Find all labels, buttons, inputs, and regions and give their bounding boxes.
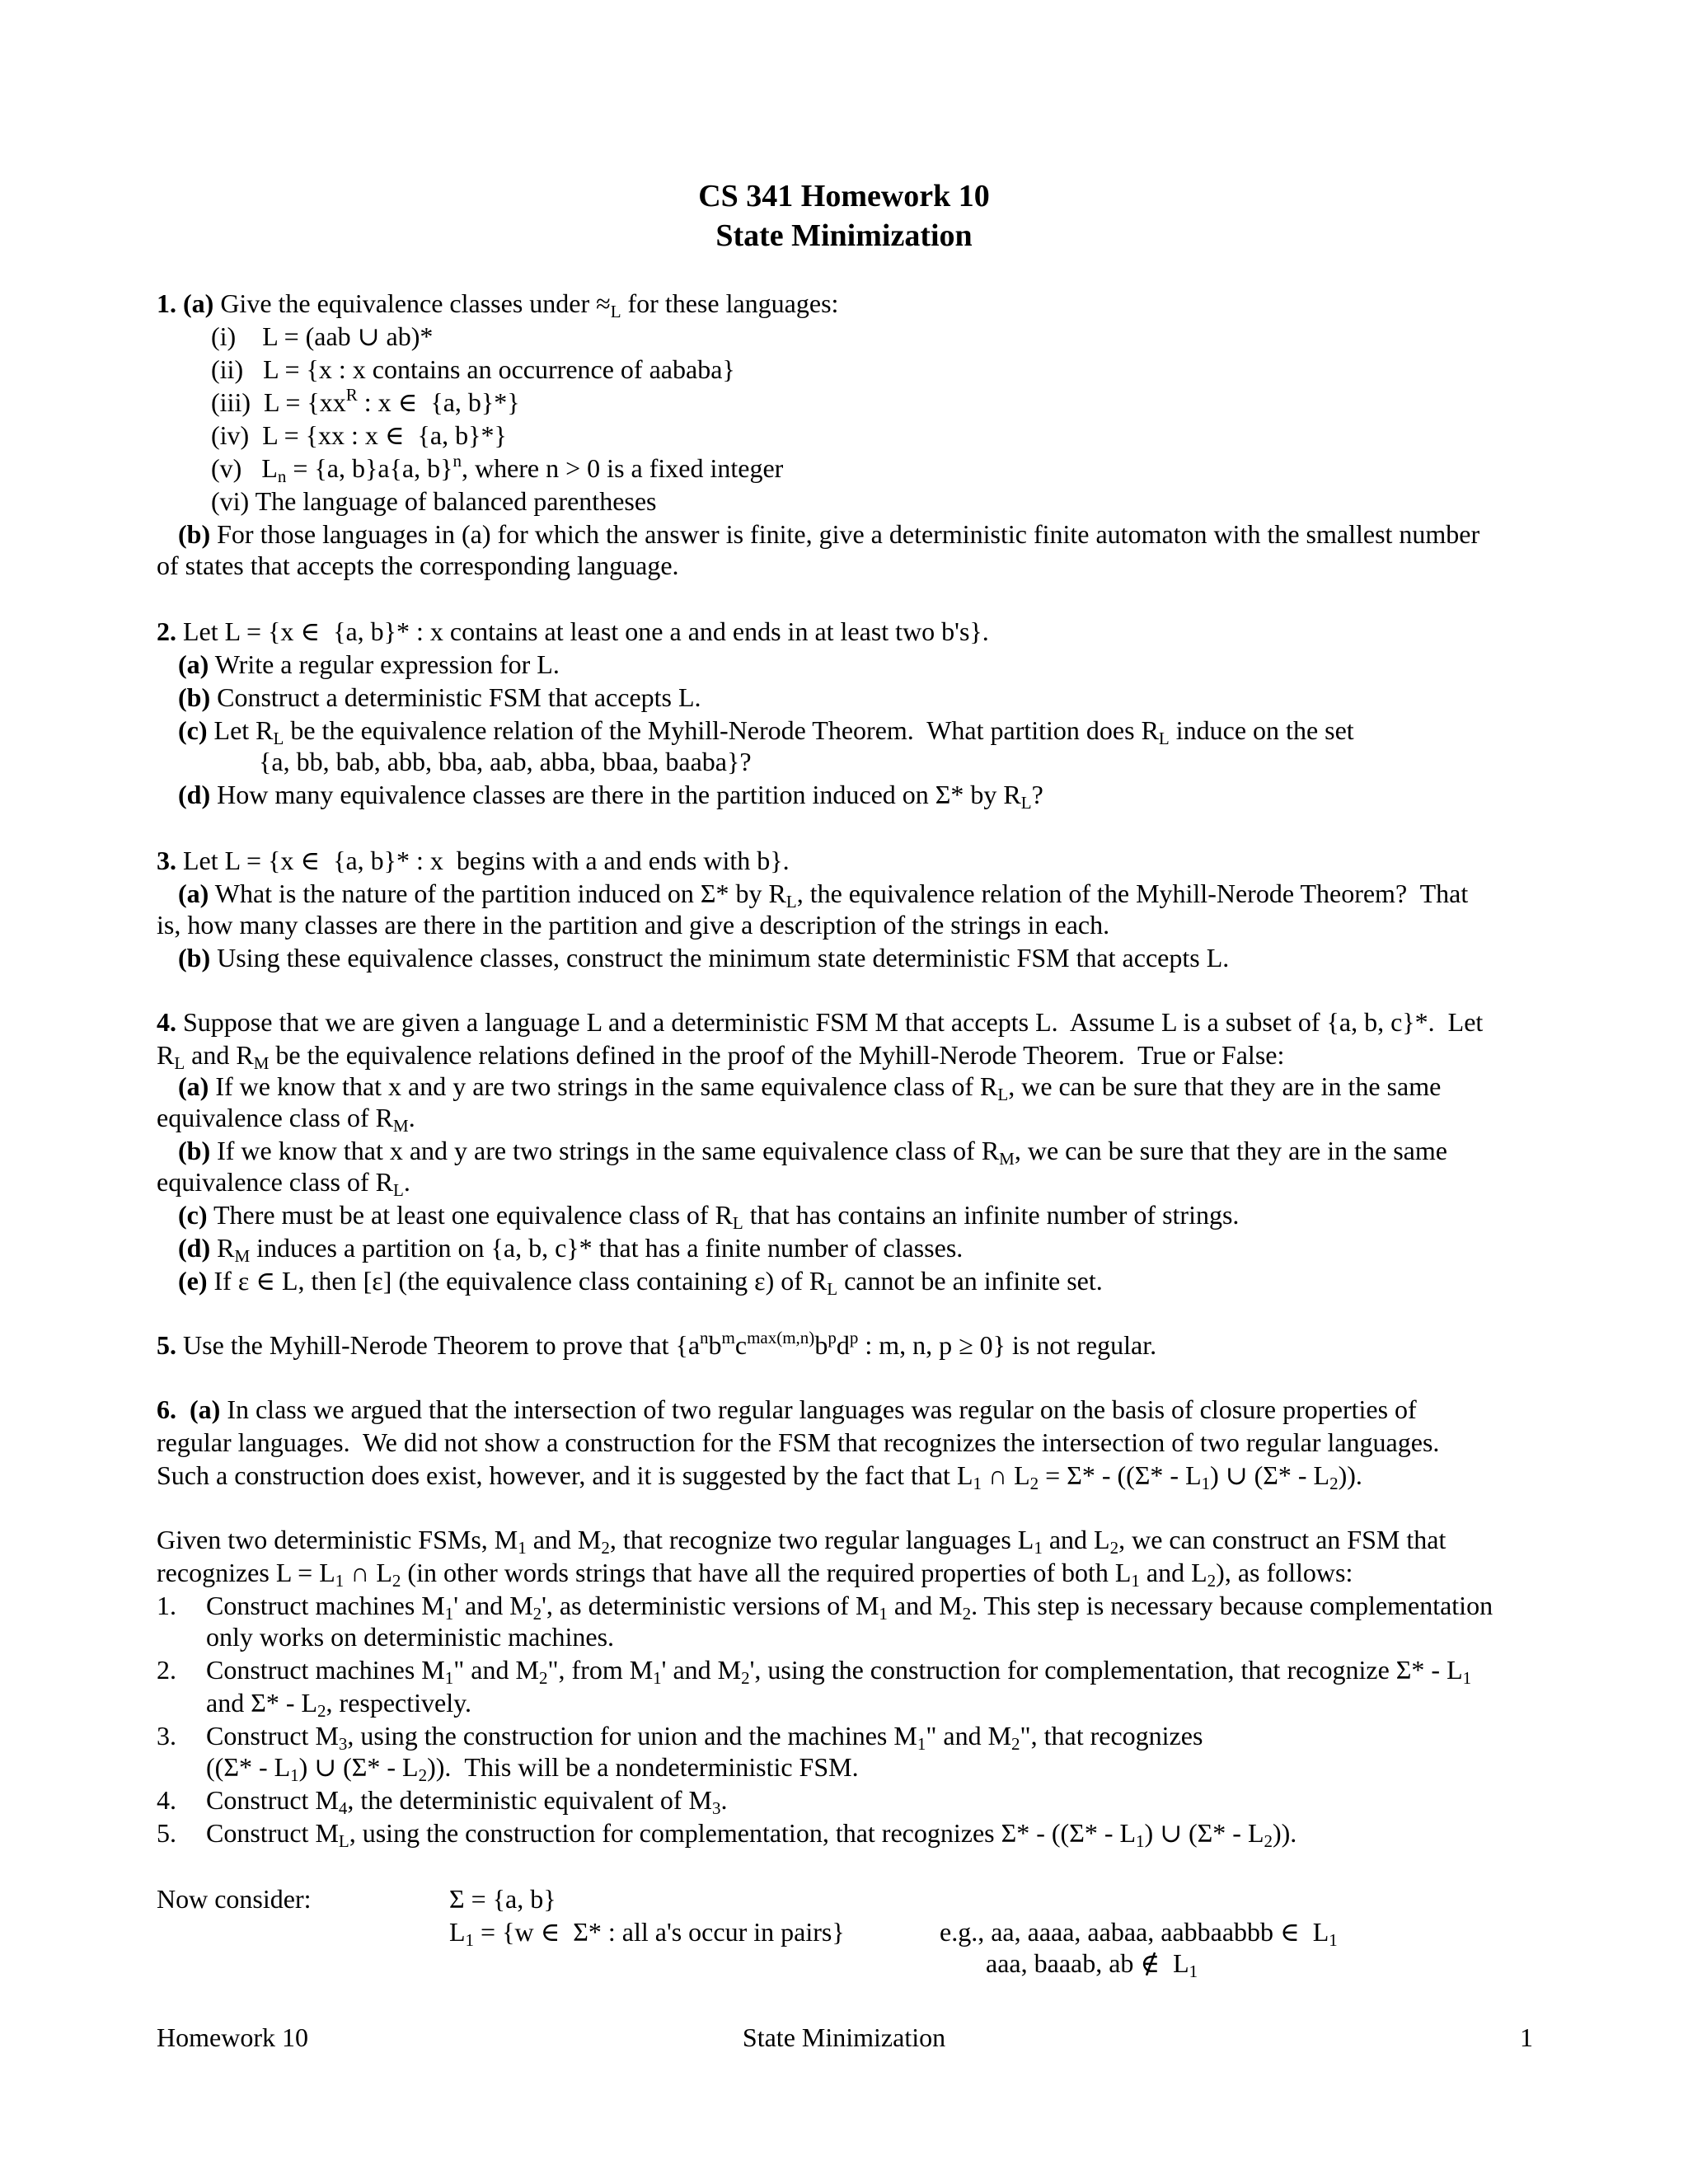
problem-2-part: (c) Let $R_L$ be the equivalence relation of the Myhill-Nerode Theorem. What partition does $R_L$ induce on the set <box>178 715 1354 748</box>
step-text: Construct $M_3$, using the construction for union and the machines $M_1$" and $M_2$", that recognizes <box>206 1721 1203 1754</box>
problem-1-text: 1. (a) Give the equivalence classes under $\approx_L$ for these languages: <box>157 288 839 321</box>
problem-4-part: (d) $R_M$ induces a partition on {a, b, c}* that has a finite number of classes. <box>178 1233 964 1266</box>
problem-3-part: (a) What is the nature of the partition induced on Σ* by $R_L$, the equivalence relation of the Myhill-Nerode Theorem? That <box>178 879 1469 912</box>
step-number: 3. <box>157 1721 176 1750</box>
footer-left: Homework 10 <box>157 2022 308 2052</box>
step-text: Construct machines $M_1$" and $M_2$", from $M_1'$ and $M_2'$, using the construction for complementation, that recognize $\Sigma* - L_1$ <box>206 1655 1472 1688</box>
problem-6-text: Such a construction does exist, however, and it is suggested by the fact that $L_1$ ∩ $L_2 = \Sigma* - ((\Sigma* - L_1)$ ∪ $(\Sigma* - L_2)$). <box>157 1460 1362 1493</box>
problem-1-item: (iv) L = {xx : x ∈ {a, b}*} <box>211 420 507 450</box>
problem-4-part: (c) There must be at least one equivalence class of $R_L$ that has contains an infinite number of strings. <box>178 1200 1240 1233</box>
problem-1-part-b: (b) For those languages in (a) for which the answer is finite, give a deterministic finite automaton with the smallest number <box>178 519 1480 549</box>
problem-5-text: 5. Use the Myhill-Nerode Theorem to prove that {$a^nb^mc^{max(m,n)}b^pd^p$ : m, n, p ≥ 0} is not regular. <box>157 1328 1157 1360</box>
step-number: 2. <box>157 1655 176 1685</box>
step-text: ($(\Sigma* - L_1)$ ∪ $(\Sigma* - L_2)$). This will be a nondeterministic FSM. <box>206 1752 859 1785</box>
footer-center: State Minimization <box>742 2022 946 2052</box>
sigma-definition: Σ = {a, b} <box>449 1884 556 1914</box>
problem-4-text: 4. Suppose that we are given a language L and a deterministic FSM M that accepts L. Assume L is a subset of {a, b, c}*. Let <box>157 1007 1484 1037</box>
problem-4-text: $R_L$ and $R_M$ be the equivalence relations defined in the proof of the Myhill-Nerode Theorem. True or False: <box>157 1040 1285 1073</box>
page-title: CS 341 Homework 10 <box>698 179 990 213</box>
problem-3-part: (b) Using these equivalence classes, construct the minimum state deterministic FSM that accepts L. <box>178 943 1230 972</box>
problem-3-text: 3. Let L = {x ∈ {a, b}* : x begins with a and ends with b}. <box>157 846 790 875</box>
step-number: 4. <box>157 1785 176 1815</box>
problem-4-part: (a) If we know that x and y are two strings in the same equivalence class of $R_L$, we can be sure that they are in the same <box>178 1071 1442 1104</box>
problem-4-part: equivalence class of $R_L$. <box>157 1167 410 1200</box>
page-subtitle: State Minimization <box>715 218 973 253</box>
step-number: 1. <box>157 1591 176 1620</box>
problem-4-part: equivalence class of $R_M$. <box>157 1103 415 1136</box>
l1-definition: $L_1 = \{w$ ∈ Σ* : all a's occur in pairs} <box>449 1917 845 1950</box>
problem-4-part: (e) If ε ∈ L, then [ε] (the equivalence class containing ε) of $R_L$ cannot be an infinite set. <box>178 1266 1103 1299</box>
step-number: 5. <box>157 1818 176 1848</box>
problem-1-item: (i) L = (aab ∪ ab)* <box>211 321 434 351</box>
problem-2-part: (d) How many equivalence classes are there in the partition induced on Σ* by $R_L$? <box>178 780 1043 813</box>
problem-6-text: recognizes $L = L_1$ ∩ $L_2$ (in other words strings that have all the required properties of both $L_1$ and $L_2$), as follows: <box>157 1558 1353 1591</box>
problem-6-text: Given two deterministic FSMs, $M_1$ and $M_2$, that recognize two regular languages $L_1$ and $L_2$, we can construct an FSM that <box>157 1525 1447 1558</box>
problem-4-part: (b) If we know that x and y are two strings in the same equivalence class of $R_M$, we can be sure that they are in the same <box>178 1136 1447 1169</box>
problem-6-text: 6. (a) In class we argued that the intersection of two regular languages was regular on the basis of closure properties of <box>157 1394 1417 1424</box>
problem-2-text: 2. Let L = {x ∈ {a, b}* : x contains at least one a and ends in at least two b's}. <box>157 616 989 646</box>
step-text: Construct machines $M_1'$ and $M_2'$, as deterministic versions of $M_1$ and $M_2$. This step is necessary because complementation <box>206 1591 1493 1624</box>
problem-6-text: regular languages. We did not show a construction for the FSM that recognizes the intersection of two regular languages. <box>157 1427 1440 1457</box>
problem-2-part: (a) Write a regular expression for L. <box>178 649 560 679</box>
problem-1-item: (v) $L_n = \{a$, b}a{a, b}$^n$, where n > 0 is a fixed integer <box>211 451 784 486</box>
problem-1-item: (iii) $L = \{xx^R$ : x ∈ {a, b}*} <box>211 385 520 417</box>
problem-2-part: (b) Construct a deterministic FSM that accepts L. <box>178 682 701 712</box>
problem-1-item: (vi) The language of balanced parentheses <box>211 486 657 516</box>
problem-2-part: {a, bb, bab, abb, bba, aab, abba, bbaa, baaba}? <box>259 747 752 776</box>
l1-examples: e.g., aa, aaaa, aabaa, aabbaabbb ∈ $L_1$ <box>940 1917 1338 1950</box>
problem-1-part-b: of states that accepts the corresponding language. <box>157 551 679 580</box>
step-text: and $\Sigma* - L_2$, respectively. <box>206 1688 472 1721</box>
problem-1-item: (ii) L = {x : x contains an occurrence of aababa} <box>211 354 735 384</box>
now-consider-label: Now consider: <box>157 1884 312 1914</box>
l1-counterexamples: aaa, baaab, ab ∉ $L_1$ <box>986 1948 1198 1981</box>
step-text: Construct $M_4$, the deterministic equivalent of $M_3$. <box>206 1785 728 1818</box>
step-text: only works on deterministic machines. <box>206 1622 615 1652</box>
problem-3-part: is, how many classes are there in the partition and give a description of the strings in each. <box>157 910 1110 940</box>
page-number: 1 <box>1520 2022 1533 2052</box>
step-text: Construct $M_L$, using the construction for complementation, that recognizes $\Sigma* - ((\Sigma* - L_1)$ ∪ $(\Sigma* - L_2)$). <box>206 1818 1297 1851</box>
